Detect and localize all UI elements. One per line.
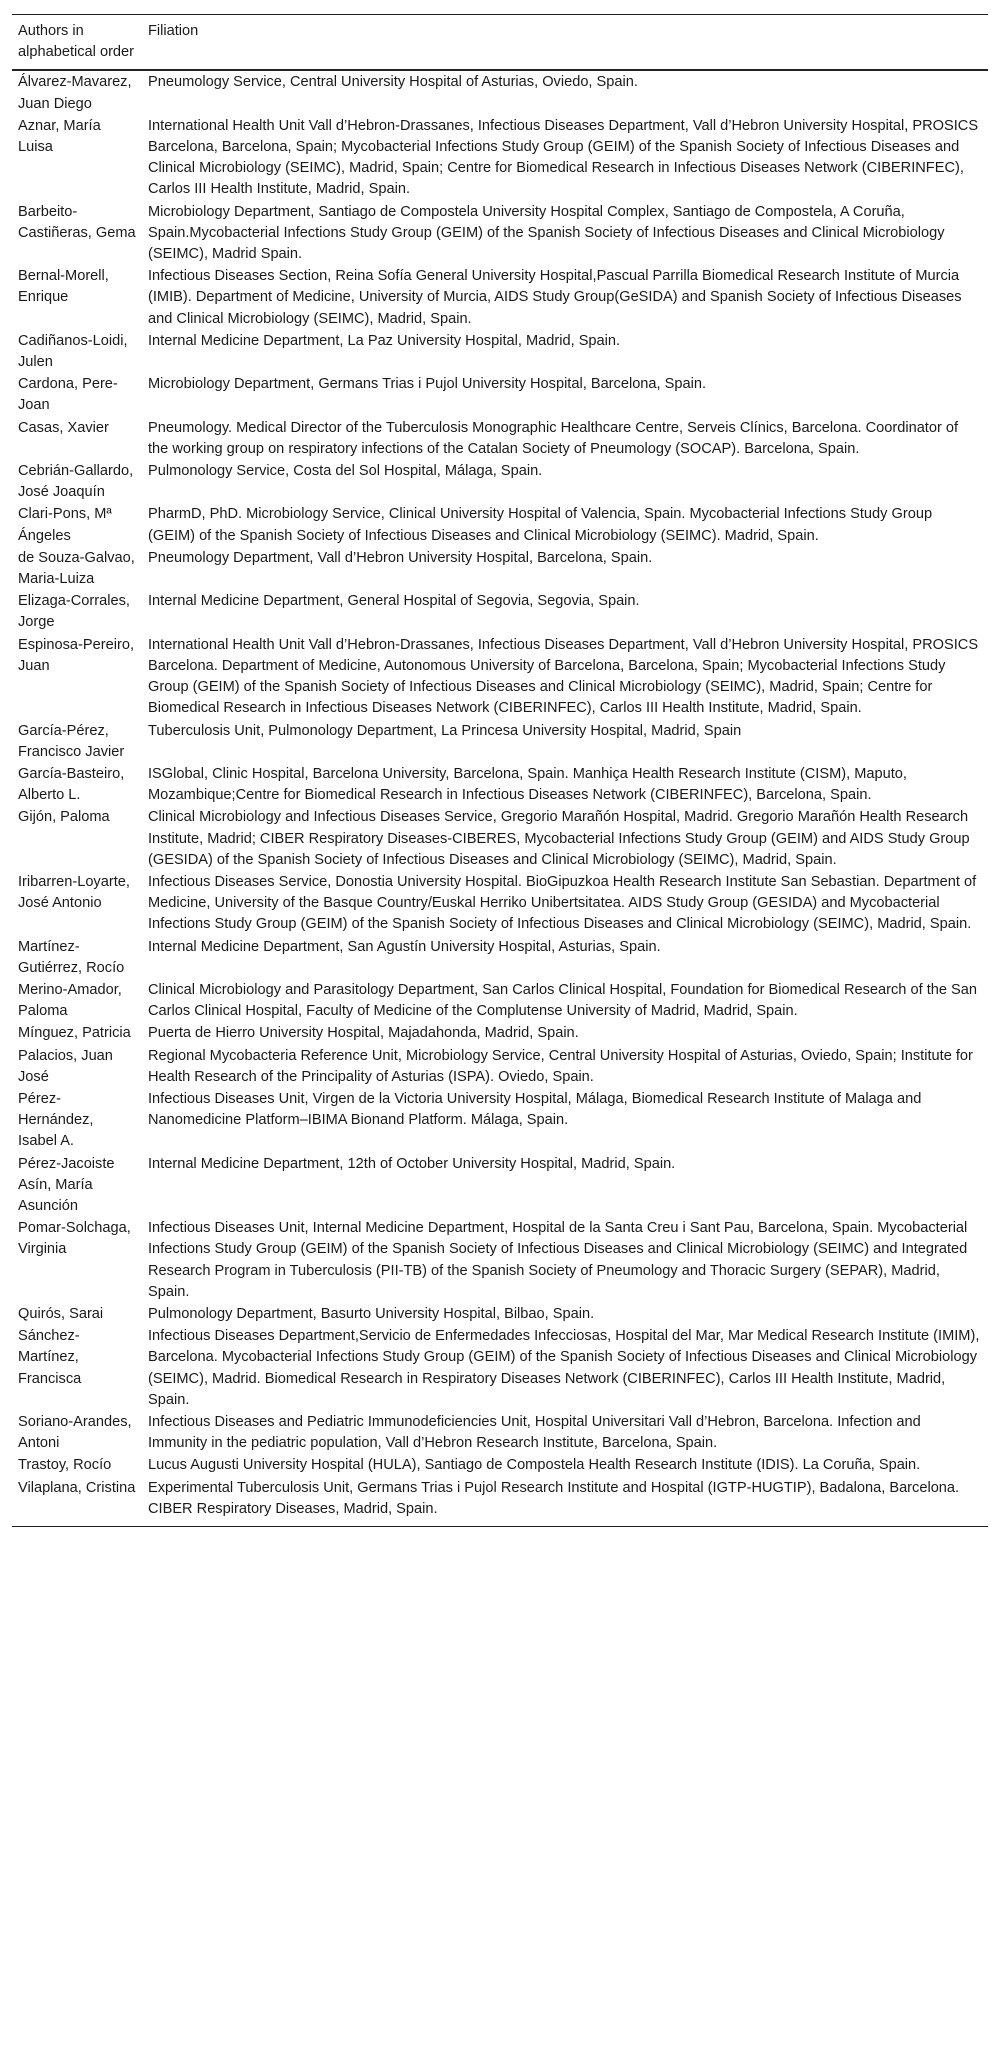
author-cell: Trastoy, Rocío (18, 1457, 112, 1474)
filiation-cell: International Health Unit Vall d’Hebron-Drassanes, Infectious Diseases Department, Vall d’Hebron University Hospital, PROSICS Barcelona. Department of Medicine, Autonomous University of Barcelona, Barcelona, Spain; Mycobacterial Infections Study Group (GEIM) of the Spanish Society of Infectious Diseases and Clinical Microbiology (SEIMC), Madrid, Spain; Centre for Biomedical Research in Infectious Diseases Network (CIBERINFEC), Carlos III Health Institute, Madrid, Spain. (148, 636, 979, 717)
table-row (12, 1303, 988, 1325)
table-row (12, 503, 988, 546)
filiation-cell: Pneumology Department, Vall d’Hebron University Hospital, Barcelona, Spain. (148, 549, 653, 566)
filiation-cell: Lucus Augusti University Hospital (HULA), Santiago de Compostela Health Research Institute (IDIS). La Coruña, Spain. (148, 1457, 921, 1474)
author-cell: Casas, Xavier (18, 419, 109, 436)
author-cell: Cebrián-Gallardo, José Joaquín (18, 463, 134, 501)
table-row (12, 979, 988, 1022)
author-cell: Martínez-Gutiérrez, Rocío (18, 938, 125, 976)
table-row (12, 1325, 988, 1411)
filiation-cell: Infectious Diseases Section, Reina Sofía General University Hospital,Pascual Parrilla Biomedical Research Institute of Murcia (IMIB). Department of Medicine, University of Murcia, AIDS Study Group(GeSIDA) and Spanish Society of Infectious Diseases and Clinical Microbiology (SEIMC), Madrid, Spain. (148, 268, 962, 327)
author-cell: Elizaga-Corrales, Jorge (18, 593, 130, 631)
author-cell: de Souza-Galvao, Maria-Luiza (18, 549, 135, 588)
table-row (12, 1454, 988, 1476)
author-cell: Barbeito-Castiñeras, Gema (18, 203, 136, 241)
author-cell: Cardona, Pere-Joan (18, 376, 118, 414)
filiation-cell: Internal Medicine Department, La Paz University Hospital, Madrid, Spain. (148, 332, 621, 349)
table-row (12, 373, 988, 416)
table-row (12, 1088, 988, 1153)
filiation-cell: Puerta de Hierro University Hospital, Majadahonda, Madrid, Spain. (148, 1025, 579, 1042)
author-cell: Espinosa-Pereiro, Juan (18, 636, 134, 674)
filiation-cell: Infectious Diseases Unit, Internal Medicine Department, Hospital de la Santa Creu i Sant Pau, Barcelona, Spain. Mycobacterial Infections Study Group (GEIM) of the Spanish Society of Infectious Diseases and Clinical Microbiology (SEIMC) and Integrated Research Program in Tuberculosis (PII-TB) of the Spanish Society of Pneumology and Thoracic Surgery (SEPAR), Madrid, Spain. (148, 1220, 968, 1300)
table-header (12, 15, 988, 71)
table-row (12, 547, 988, 590)
table-row (12, 1411, 988, 1454)
author-cell: Pomar-Solchaga, Virginia (18, 1220, 131, 1258)
filiation-cell: Internal Medicine Department, General Hospital of Segovia, Segovia, Spain. (148, 593, 640, 610)
filiation-cell: Clinical Microbiology and Parasitology Department, San Carlos Clinical Hospital, Foundation for Biomedical Research of the San Carlos Clinical Hospital, Faculty of Medicine of the Complutense University of Madrid, Madrid, Spain. (148, 981, 978, 1020)
filiation-cell: Microbiology Department, Santiago de Compostela University Hospital Complex, Santiago de Compostela, A Coruña, Spain.Mycobacterial Infections Study Group (GEIM) of the Spanish Society of Infectious Diseases and Clinical Microbiology (SEIMC), Madrid Spain. (148, 203, 945, 263)
author-cell: García-Pérez, Francisco Javier (18, 722, 125, 760)
author-cell: Merino-Amador, Paloma (18, 981, 122, 1020)
author-cell: Palacios, Juan José (18, 1047, 113, 1085)
filiation-cell: Pulmonology Service, Costa del Sol Hospital, Málaga, Spain. (148, 463, 543, 480)
table-row (12, 115, 988, 201)
author-cell: Bernal-Morell, Enrique (18, 268, 109, 306)
filiation-cell: Regional Mycobacteria Reference Unit, Microbiology Service, Central University Hospital of Asturias, Oviedo, Spain; Institute for Health Research of the Principality of Asturias (ISPA). Oviedo, Spain. (148, 1047, 973, 1085)
table-row (12, 590, 988, 633)
table-row (12, 1045, 988, 1088)
author-cell: Aznar, María Luisa (18, 117, 101, 156)
table-row (12, 70, 988, 114)
header-authors: Authors in alphabetical order (12, 15, 142, 71)
header-row (12, 15, 988, 71)
filiation-cell: Infectious Diseases Service, Donostia University Hospital. BioGipuzkoa Health Research Institute San Sebastian. Department of Medicine, University of the Basque Country/Euskal Herriko Unibertsitatea. AIDS Study Group (GESIDA) and Mycobacterial Infections Study Group (GEIM) of the Spanish Society of Infectious Diseases and Clinical Microbiology (SEIMC), Madrid, Spain. (148, 873, 977, 933)
table-row (12, 1477, 988, 1527)
filiation-cell: Infectious Diseases and Pediatric Immunodeficiencies Unit, Hospital Universitari Vall d’Hebron, Barcelona. Infection and Immunity in the pediatric population, Vall d’Hebron Research Institute, Barcelona, Spain. (148, 1414, 921, 1452)
filiation-cell: Clinical Microbiology and Infectious Diseases Service, Gregorio Marañón Hospital, Madrid. Gregorio Marañón Health Research Institute, Madrid; CIBER Respiratory Diseases-CIBERES, Mycobacterial Infections Study Group (GEIM) and AIDS Study Group (GESIDA) of the Spanish Society of Infectious Diseases and Clinical Microbiology (SEIMC), Madrid, Spain. (148, 809, 970, 868)
filiation-cell: Pulmonology Department, Basurto University Hospital, Bilbao, Spain. (148, 1305, 595, 1322)
author-cell: Quirós, Sarai (18, 1305, 104, 1322)
filiation-cell: Internal Medicine Department, San Agustín University Hospital, Asturias, Spain. (148, 938, 661, 955)
author-cell: Mínguez, Patricia (18, 1025, 131, 1042)
table-row (12, 1153, 988, 1218)
header-filiation: Filiation (142, 15, 988, 71)
filiation-cell: Tuberculosis Unit, Pulmonology Department, La Princesa University Hospital, Madrid, Spain (148, 722, 742, 739)
table-row (12, 871, 988, 936)
filiation-cell: International Health Unit Vall d’Hebron-Drassanes, Infectious Diseases Department, Vall d’Hebron University Hospital, PROSICS Barcelona, Barcelona, Spain; Mycobacterial Infections Study Group (GEIM) of the Spanish Society of Infectious Diseases and Clinical Microbiology (SEIMC), Madrid, Spain; Centre for Biomedical Research in Infectious Diseases Network (CIBERINFEC), Carlos III Health Institute, Madrid, Spain. (148, 117, 979, 198)
table-row (12, 201, 988, 266)
filiation-cell: Experimental Tuberculosis Unit, Germans Trias i Pujol Research Institute and Hospital (IGTP-HUGTIP), Badalona, Barcelona. CIBER Respiratory Diseases, Madrid, Spain. (142, 1477, 988, 1527)
author-cell: Soriano-Arandes, Antoni (18, 1414, 132, 1452)
author-cell: Clari-Pons, Mª Ángeles (18, 506, 112, 544)
filiation-cell: PharmD, PhD. Microbiology Service, Clinical University Hospital of Valencia, Spain. Mycobacterial Infections Study Group (GEIM) of the Spanish Society of Infectious Diseases and Clinical Microbiology (SEIMC). Madrid, Spain. (148, 506, 933, 544)
table-row (12, 417, 988, 460)
author-cell: Sánchez-Martínez, Francisca (18, 1328, 82, 1387)
author-cell: Cadiñanos-Loidi, Julen (18, 332, 128, 371)
author-cell: Pérez-Jacoiste Asín, María Asunción (18, 1155, 115, 1214)
table-row (12, 720, 988, 763)
table-row (12, 330, 988, 373)
table-row (12, 265, 988, 330)
author-cell: Gijón, Paloma (18, 809, 110, 826)
table-row (12, 936, 988, 979)
author-cell: Iribarren-Loyarte, José Antonio (18, 873, 130, 912)
author-cell: Álvarez-Mavarez, Juan Diego (18, 74, 132, 112)
author-cell: Vilaplana, Cristina (12, 1477, 142, 1527)
table-row (12, 634, 988, 720)
table-row (12, 1217, 988, 1303)
author-cell: Pérez-Hernández, Isabel A. (18, 1090, 94, 1150)
table-row (12, 460, 988, 503)
table-row (12, 1022, 988, 1044)
filiation-cell: Microbiology Department, Germans Trias i Pujol University Hospital, Barcelona, Spain. (148, 376, 707, 393)
author-cell: García-Basteiro, Alberto L. (18, 765, 125, 804)
filiation-cell: Infectious Diseases Unit, Virgen de la Victoria University Hospital, Málaga, Biomedical Research Institute of Malaga and Nanomedicine Platform–IBIMA Bionand Platform. Málaga, Spain. (148, 1090, 922, 1129)
table-body (12, 70, 988, 1526)
filiation-cell: Internal Medicine Department, 12th of October University Hospital, Madrid, Spain. (148, 1155, 676, 1172)
table-row (12, 806, 988, 871)
filiation-cell: Infectious Diseases Department,Servicio de Enfermedades Infecciosas, Hospital del Mar, Mar Medical Research Institute (IMIM), Barcelona. Mycobacterial Infections Study Group (GEIM) of the Spanish Society of Infectious Diseases and Clinical Microbiology (SEIMC), Madrid. Biomedical Research in Respiratory Diseases Network (CIBERINFEC), Carlos III Health Institute, Madrid, Spain. (148, 1328, 980, 1408)
filiation-cell: ISGlobal, Clinic Hospital, Barcelona University, Barcelona, Spain. Manhiça Health Research Institute (CISM), Maputo, Mozambique;Centre for Biomedical Research in Infectious Diseases Network (CIBERINFEC), Barcelona, Spain. (148, 765, 907, 804)
authors-table (12, 14, 988, 1527)
table-row (12, 763, 988, 806)
filiation-cell: Pneumology Service, Central University Hospital of Asturias, Oviedo, Spain. (148, 74, 638, 91)
filiation-cell: Pneumology. Medical Director of the Tuberculosis Monographic Healthcare Centre, Serveis Clínics, Barcelona. Coordinator of the working group on respiratory infections of the Catalan Society of Pneumology (SOCAP). Barcelona, Spain. (148, 419, 959, 457)
